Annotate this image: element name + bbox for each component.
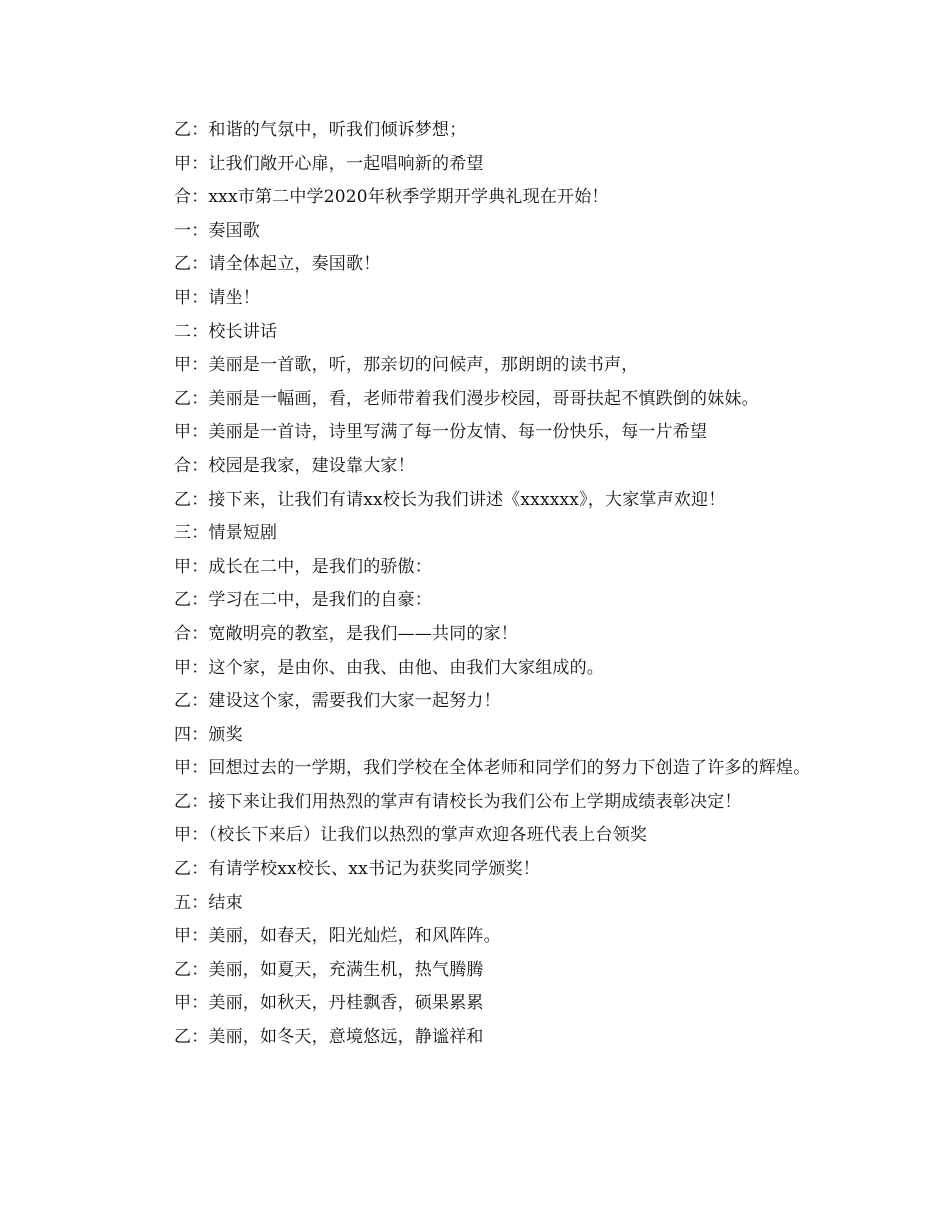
section-heading: 四：颁奖	[174, 724, 243, 745]
paragraph-line: 甲：美丽，如秋天，丹桂飘香，硕果累累	[174, 993, 484, 1014]
paragraph-line: 乙：建设这个家，需要我们大家一起努力！	[174, 691, 501, 712]
paragraph-line: 合：xxx市第二中学2020年秋季学期开学典礼现在开始！	[174, 187, 609, 208]
section-heading: 一：奏国歌	[174, 220, 260, 241]
paragraph-line: 乙：美丽是一幅画，看，老师带着我们漫步校园，哥哥扶起不慎跌倒的妹妹。	[174, 388, 759, 409]
paragraph-line: 乙：美丽，如冬天，意境悠远，静谧祥和	[174, 1027, 484, 1048]
paragraph-line: 甲：美丽，如春天，阳光灿烂，和风阵阵。	[174, 926, 501, 947]
paragraph-line: 乙：有请学校xx校长、xx书记为获奖同学颁奖！	[174, 859, 540, 880]
paragraph-line: 乙：接下来让我们用热烈的掌声有请校长为我们公布上学期成绩表彰决定！	[174, 791, 742, 812]
paragraph-line: 甲：美丽是一首诗，诗里写满了每一份友情、每一份快乐，每一片希望	[174, 422, 708, 443]
paragraph-line: 甲：成长在二中，是我们的骄傲：	[174, 556, 432, 577]
paragraph-line: 甲：这个家，是由你、由我、由他、由我们大家组成的。	[174, 657, 604, 678]
paragraph-line: 甲：让我们敞开心扉，一起唱响新的希望	[174, 153, 484, 174]
paragraph-line: 乙：美丽，如夏天，充满生机，热气腾腾	[174, 959, 484, 980]
paragraph-line: 甲：美丽是一首歌，听，那亲切的问候声，那朗朗的读书声，	[174, 355, 639, 376]
paragraph-line: 合：校园是我家，建设靠大家！	[174, 455, 415, 476]
section-heading: 五：结束	[174, 892, 243, 913]
paragraph-line: 乙：和谐的气氛中，听我们倾诉梦想；	[174, 120, 467, 140]
paragraph-line: 乙：接下来，让我们有请xx校长为我们讲述《xxxxxx》，大家掌声欢迎！	[174, 489, 726, 510]
section-heading: 二：校长讲话	[174, 321, 278, 342]
paragraph-line: 甲：请坐！	[174, 287, 260, 308]
document-body	[138, 114, 818, 1055]
paragraph-line: 甲：回想过去的一学期，我们学校在全体老师和同学们的努力下创造了许多的辉煌。	[174, 758, 811, 779]
paragraph-line: 合：宽敞明亮的教室，是我们——共同的家！	[174, 623, 518, 644]
paragraph-line: 乙：请全体起立，奏国歌！	[174, 254, 381, 275]
section-heading: 三：情景短剧	[174, 523, 278, 544]
paragraph-line: 乙：学习在二中，是我们的自豪：	[174, 590, 432, 611]
paragraph-line: 甲：（校长下来后）让我们以热烈的掌声欢迎各班代表上台领奖	[174, 825, 648, 846]
